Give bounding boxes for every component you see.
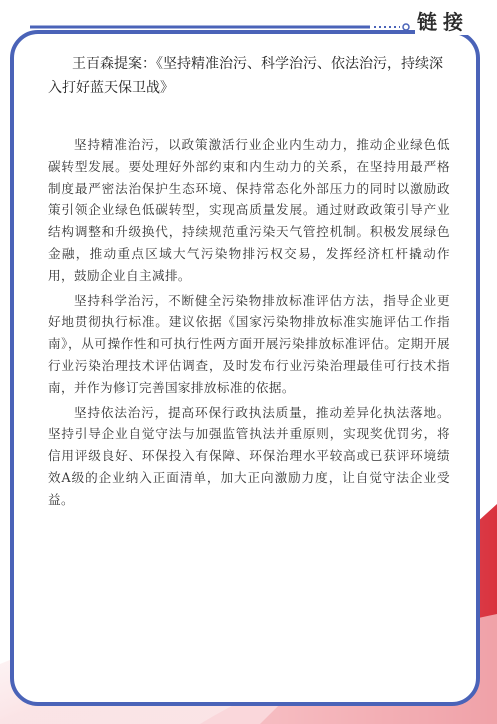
paragraph-legal-pollution: 坚持依法治污，提高环保行政执法质量，推动差异化执法落地。坚持引导企业自觉守法与加强监管执法并重原则，实现奖优罚劣，将信用评级良好、环保投入有保障、环保治理水平较高或已获评环境绩效A级的企业纳入正面清单，加大正向激励力度，让自觉守法企业受益。 [48,404,450,507]
paragraph-precise-pollution: 坚持精准治污，以政策激活行业企业内生动力，推动企业绿色低碳转型发展。要处理好外部约束和内生动力的关系，在坚持用最严格制度最严密法治保护生态环境、保持常态化外部压力的同时以激励政策引领企业绿色低碳转型，实现高质量发展。通过财政政策引导产业结构调整和升级换代，持续规范重污染天气管控机制。积极发展绿色金融，推动重点区域大气污染物排污权交易，发挥经济杠杆撬动作用，鼓励企业自主减排。 [48,137,450,283]
section-badge: 链接 [415,6,471,35]
paragraph-scientific-pollution: 坚持科学治污，不断健全污染物排放标准评估方法，指导企业更好地贯彻执行标准。建议依据《国家污染物排放标准实施评估工作指南》，从可操作性和可执行性两方面开展污染排放标准评估。定期开展行业污染治理技术评估调查，及时发布行业污染治理最佳可行技术指南，并作为修订完善国家排放标准的依据。 [48,292,450,395]
article-title: 王百森提案：《坚持精准治污、科学治污、依法治污，持续深入打好蓝天保卫战》 [48,56,443,96]
article [48,52,450,514]
